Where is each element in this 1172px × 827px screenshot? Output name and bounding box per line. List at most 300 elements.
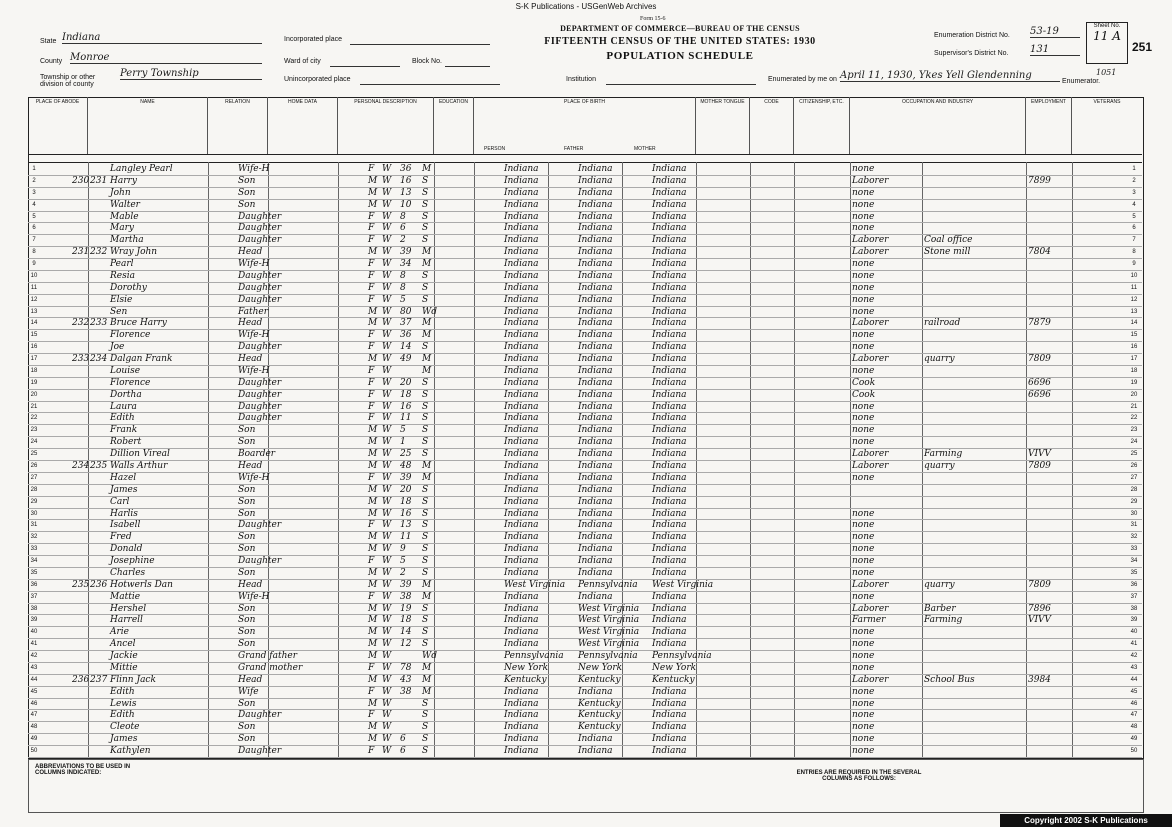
line-number: 4: [32, 201, 36, 208]
sex: M: [368, 484, 378, 495]
race: W: [382, 746, 392, 757]
industry: railroad: [924, 318, 961, 329]
birthplace-father: Kentucky: [578, 710, 621, 721]
sex: M: [368, 734, 378, 745]
birthplace-father: Kentucky: [578, 698, 621, 709]
person-name: Resia: [110, 270, 135, 281]
line-number-right: 3: [1132, 189, 1136, 196]
birthplace-person: Indiana: [504, 698, 539, 709]
sex: F: [368, 235, 375, 246]
schedule-title: POPULATION SCHEDULE: [606, 50, 754, 62]
sheet-value: 11 A: [1093, 29, 1121, 43]
col-mother-tongue: MOTHER TONGUE: [696, 97, 750, 154]
race: W: [382, 674, 392, 685]
birthplace-father: Indiana: [578, 223, 613, 234]
relation: Head: [238, 247, 263, 258]
race: W: [382, 270, 392, 281]
person-name: Jackie: [110, 651, 138, 662]
birthplace-father: Indiana: [578, 211, 613, 222]
age: 13: [400, 187, 412, 198]
race: W: [382, 247, 392, 258]
relation: Son: [238, 639, 256, 650]
relation: Son: [238, 544, 256, 555]
relation: Head: [238, 354, 263, 365]
marital-status: S: [422, 508, 429, 519]
enumerated-value: April 11, 1930, Ykes Yell Glendenning: [840, 70, 1060, 82]
line-number: 16: [30, 344, 38, 351]
marital-status: S: [422, 520, 429, 531]
birthplace-mother: Indiana: [652, 187, 687, 198]
birthplace-mother: Pennsylvania: [652, 651, 712, 662]
birthplace-mother: Indiana: [652, 247, 687, 258]
relation: Son: [238, 437, 256, 448]
age: 9: [400, 544, 406, 555]
birthplace-person: Indiana: [504, 461, 539, 471]
race: W: [382, 520, 392, 531]
occupation: none: [852, 270, 875, 281]
birthplace-mother: Indiana: [652, 223, 687, 234]
dwelling-number: 232: [72, 318, 90, 329]
occupation-code: 7896: [1028, 603, 1051, 614]
relation: Wife: [238, 686, 259, 697]
relation: Daughter: [238, 746, 282, 757]
relation: Daughter: [238, 710, 282, 721]
sex: M: [368, 247, 378, 258]
sex: M: [368, 544, 378, 555]
line-number: 32: [30, 534, 38, 541]
birthplace-father: Indiana: [578, 425, 613, 436]
col-education: EDUCATION: [434, 97, 474, 154]
birthplace-father: Indiana: [578, 437, 613, 448]
birthplace-mother: Indiana: [652, 235, 687, 246]
birthplace-mother: Kentucky: [652, 674, 695, 685]
race: W: [382, 472, 392, 483]
birthplace-mother: Indiana: [652, 270, 687, 281]
line-number-right: 15: [1130, 332, 1138, 339]
relation: Daughter: [238, 270, 282, 281]
birthplace-person: Indiana: [504, 235, 539, 246]
line-number: 35: [30, 569, 38, 576]
relation: Son: [238, 722, 256, 733]
birthplace-father: Kentucky: [578, 722, 621, 733]
line-number: 8: [32, 249, 36, 256]
birthplace-mother: Indiana: [652, 615, 687, 626]
line-number-right: 5: [1132, 213, 1136, 220]
relation: Daughter: [238, 282, 282, 293]
age: 2: [400, 567, 406, 578]
line-number: 17: [30, 356, 38, 363]
person-name: Elsie: [110, 294, 133, 305]
sex: M: [368, 306, 378, 317]
relation: Wife-H: [238, 365, 270, 376]
birthplace-person: Indiana: [504, 556, 539, 567]
birthplace-mother: Indiana: [652, 686, 687, 697]
age: 14: [400, 627, 412, 638]
race: W: [382, 413, 392, 424]
birthplace-father: Indiana: [578, 401, 613, 412]
relation: Boarder: [238, 449, 276, 460]
sex: F: [368, 413, 375, 424]
sex: F: [368, 472, 375, 483]
person-name: Mary: [110, 223, 134, 234]
industry: Coal office: [924, 235, 973, 246]
birthplace-father: Indiana: [578, 199, 613, 210]
age: 6: [400, 734, 406, 745]
relation: Son: [238, 175, 256, 186]
line-number: 18: [30, 367, 38, 374]
sheet-number-box: [1086, 22, 1128, 64]
person-name: Josephine: [110, 556, 155, 567]
line-number: 21: [30, 403, 38, 410]
birthplace-mother: Indiana: [652, 710, 687, 721]
sex: F: [368, 591, 375, 602]
sex: M: [368, 651, 378, 662]
person-name: Hershel: [110, 603, 147, 614]
ed-value: 53-19: [1030, 26, 1080, 38]
column-number-strip: [28, 154, 1142, 163]
birthplace-mother: Indiana: [652, 722, 687, 733]
birthplace-person: Indiana: [504, 722, 539, 733]
line-number-right: 12: [1130, 296, 1138, 303]
birthplace-mother: Indiana: [652, 520, 687, 531]
birthplace-mother: Indiana: [652, 306, 687, 317]
sex: F: [368, 662, 375, 673]
birthplace-person: Indiana: [504, 508, 539, 519]
birthplace-father: Indiana: [578, 746, 613, 757]
line-number-right: 25: [1130, 451, 1138, 458]
birthplace-person: Indiana: [504, 472, 539, 483]
line-number-right: 45: [1130, 688, 1138, 695]
birthplace-father: Indiana: [578, 175, 613, 186]
birthplace-father: Pennsylvania: [578, 579, 638, 590]
relation: Head: [238, 318, 263, 329]
birthplace-father: Indiana: [578, 270, 613, 281]
line-number-right: 19: [1130, 379, 1138, 386]
line-number: 47: [30, 712, 38, 719]
relation: Son: [238, 627, 256, 638]
marital-status: S: [422, 389, 429, 400]
age: 5: [400, 425, 406, 436]
marital-status: S: [422, 627, 429, 638]
birthplace-mother: Indiana: [652, 342, 687, 353]
relation: Head: [238, 579, 263, 590]
marital-status: S: [422, 734, 429, 745]
birthplace-person: Indiana: [504, 627, 539, 638]
line-number-right: 42: [1130, 653, 1138, 660]
col-employment: EMPLOYMENT: [1026, 97, 1072, 154]
line-number-right: 26: [1130, 463, 1138, 469]
relation: Son: [238, 615, 256, 626]
age: 39: [400, 579, 412, 590]
marital-status: S: [422, 437, 429, 448]
age: 49: [400, 354, 412, 365]
line-number-right: 44: [1130, 676, 1138, 683]
sex: F: [368, 330, 375, 341]
birthplace-mother: Indiana: [652, 484, 687, 495]
birthplace-father: Indiana: [578, 413, 613, 424]
birthplace-father: Indiana: [578, 318, 613, 329]
industry: quarry: [924, 461, 955, 471]
birthplace-father: Indiana: [578, 532, 613, 543]
relation: Daughter: [238, 389, 282, 400]
line-number: 22: [30, 415, 38, 422]
race: W: [382, 734, 392, 745]
sex: M: [368, 199, 378, 210]
race: W: [382, 365, 392, 376]
birthplace-person: Indiana: [504, 484, 539, 495]
age: 2: [400, 235, 406, 246]
race: W: [382, 532, 392, 543]
family-number: 231: [90, 175, 108, 186]
occupation: none: [852, 734, 875, 745]
line-number-right: 31: [1130, 522, 1138, 529]
relation: Daughter: [238, 211, 282, 222]
col-place-of-abode: PLACE OF ABODE: [28, 97, 88, 154]
family-number: 232: [90, 247, 108, 258]
page-number: 251: [1132, 40, 1153, 54]
marital-status: S: [422, 377, 429, 388]
dwelling-number: 233: [72, 354, 90, 365]
age: 20: [400, 377, 412, 388]
line-number-right: 20: [1130, 391, 1138, 398]
age: 8: [400, 270, 406, 281]
relation: Son: [238, 508, 256, 519]
birthplace-person: Kentucky: [504, 674, 547, 685]
occupation: none: [852, 627, 875, 638]
birthplace-person: West Virginia: [504, 579, 566, 590]
sex: F: [368, 259, 375, 270]
line-number-right: 13: [1130, 308, 1138, 315]
person-name: Mattie: [110, 591, 141, 602]
occupation: none: [852, 662, 875, 673]
line-number-right: 43: [1130, 664, 1138, 671]
marital-status: S: [422, 449, 429, 460]
relation: Grand father: [238, 651, 298, 662]
marital-status: S: [422, 413, 429, 424]
birthplace-mother: Indiana: [652, 496, 687, 507]
unincorporated-label: Unincorporated place: [284, 76, 351, 83]
line-number: 28: [30, 486, 38, 493]
side-number: 1051: [1096, 68, 1117, 77]
age: 16: [400, 175, 412, 186]
sex: F: [368, 710, 375, 721]
birthplace-person: Indiana: [504, 746, 539, 757]
race: W: [382, 437, 392, 448]
occupation-code: 7899: [1028, 175, 1051, 186]
line-number: 30: [30, 510, 38, 517]
birthplace-person: Indiana: [504, 247, 539, 258]
birthplace-mother: Indiana: [652, 449, 687, 460]
line-number-right: 11: [1130, 284, 1138, 291]
marital-status: S: [422, 746, 429, 757]
line-number: 39: [30, 617, 38, 624]
occupation: none: [852, 365, 875, 376]
line-number: 6: [32, 225, 36, 232]
age: 18: [400, 615, 412, 626]
race: W: [382, 294, 392, 305]
birthplace-father: Indiana: [578, 520, 613, 531]
person-name: Bruce Harry: [110, 318, 167, 329]
line-number-right: 6: [1132, 225, 1136, 232]
age: 8: [400, 282, 406, 293]
line-number: 13: [30, 308, 38, 315]
marital-status: M: [422, 662, 432, 673]
occupation-code: 7809: [1028, 354, 1051, 365]
marital-status: S: [422, 532, 429, 543]
age: 36: [400, 330, 412, 341]
line-number-right: 33: [1130, 546, 1138, 553]
industry: quarry: [924, 354, 955, 365]
line-number-right: 22: [1130, 415, 1138, 422]
line-number: 3: [32, 189, 36, 196]
birthplace-person: Indiana: [504, 591, 539, 602]
line-number: 12: [30, 296, 38, 303]
relation: Son: [238, 484, 256, 495]
occupation: Farmer: [852, 615, 886, 626]
block-label: Block No.: [412, 58, 442, 65]
person-name: Ancel: [110, 639, 136, 650]
occupation-code: 7804: [1028, 247, 1051, 258]
occupation: none: [852, 508, 875, 519]
race: W: [382, 175, 392, 186]
abbreviations-title: ABBREVIATIONS TO BE USED IN COLUMNS INDICATED:: [35, 764, 131, 776]
relation: Wife-H: [238, 259, 270, 270]
line-number-right: 47: [1130, 712, 1138, 719]
relation: Grand mother: [238, 662, 303, 673]
race: W: [382, 567, 392, 578]
birthplace-father: Indiana: [578, 235, 613, 246]
marital-status: M: [422, 247, 432, 258]
line-number-right: 36: [1130, 581, 1138, 588]
marital-status: S: [422, 401, 429, 412]
birthplace-person: Indiana: [504, 354, 539, 365]
col-relation: RELATION: [208, 97, 268, 154]
sex: F: [368, 520, 375, 531]
race: W: [382, 342, 392, 353]
line-number: 19: [30, 379, 38, 386]
line-number: 27: [30, 474, 38, 481]
col-veterans: VETERANS: [1093, 99, 1121, 105]
line-number: 2: [32, 177, 36, 184]
occupation: Laborer: [852, 674, 889, 685]
family-number: 235: [90, 461, 108, 471]
occupation: none: [852, 710, 875, 721]
birthplace-father: Indiana: [578, 734, 613, 745]
occupation: none: [852, 532, 875, 543]
birthplace-person: Indiana: [504, 639, 539, 650]
relation: Son: [238, 496, 256, 507]
race: W: [382, 306, 392, 317]
age: 39: [400, 472, 412, 483]
person-name: Harry: [110, 175, 137, 186]
line-number-right: 28: [1130, 486, 1138, 493]
birthplace-father: Indiana: [578, 496, 613, 507]
race: W: [382, 199, 392, 210]
race: W: [382, 698, 392, 709]
township-value: Perry Township: [120, 68, 262, 80]
birthplace-father: Indiana: [578, 247, 613, 258]
age: 37: [400, 318, 412, 329]
relation: Daughter: [238, 377, 282, 388]
sex: M: [368, 496, 378, 507]
pob-mother-label: MOTHER: [634, 146, 656, 152]
person-name: Hazel: [110, 472, 137, 483]
birthplace-person: Indiana: [504, 199, 539, 210]
birthplace-person: Indiana: [504, 532, 539, 543]
person-name: Dalgan Frank: [110, 354, 173, 365]
occupation: none: [852, 472, 875, 483]
line-number-right: 48: [1130, 724, 1138, 731]
sex: M: [368, 461, 378, 471]
pob-father-label: FATHER: [564, 146, 584, 152]
birthplace-mother: West Virginia: [652, 579, 714, 590]
marital-status: S: [422, 199, 429, 210]
marital-status: S: [422, 223, 429, 234]
block-line: [445, 66, 490, 67]
race: W: [382, 496, 392, 507]
sex: F: [368, 377, 375, 388]
birthplace-father: Kentucky: [578, 674, 621, 685]
marital-status: M: [422, 164, 432, 174]
race: W: [382, 235, 392, 246]
line-number: 48: [30, 724, 38, 731]
race: W: [382, 211, 392, 222]
marital-status: S: [422, 698, 429, 709]
line-number-right: 16: [1130, 344, 1138, 351]
birthplace-person: Indiana: [504, 520, 539, 531]
column-header-band: [28, 97, 1142, 155]
person-name: Harlis: [110, 508, 138, 519]
occupation: Cook: [852, 377, 876, 388]
marital-status: M: [422, 259, 432, 270]
age: 80: [400, 306, 412, 317]
relation: Wife-H: [238, 472, 270, 483]
marital-status: S: [422, 484, 429, 495]
township-label: Township or other division of county: [40, 74, 96, 88]
race: W: [382, 223, 392, 234]
family-number: 234: [90, 354, 108, 365]
marital-status: S: [422, 544, 429, 555]
race: W: [382, 354, 392, 365]
birthplace-mother: Indiana: [652, 413, 687, 424]
line-number-right: 46: [1130, 700, 1138, 707]
line-number: 25: [30, 451, 38, 458]
sex: M: [368, 674, 378, 685]
line-number: 24: [30, 439, 38, 446]
occupation: none: [852, 164, 875, 174]
sex: M: [368, 449, 378, 460]
birthplace-mother: Indiana: [652, 461, 687, 471]
race: W: [382, 651, 392, 662]
copyright: Copyright 2002 S-K Publications: [1000, 814, 1172, 827]
person-name: Sen: [110, 306, 128, 317]
occupation: Laborer: [852, 461, 889, 471]
line-number-right: 32: [1130, 534, 1138, 541]
birthplace-person: Indiana: [504, 164, 539, 174]
marital-status: S: [422, 496, 429, 507]
birthplace-person: Indiana: [504, 615, 539, 626]
dwelling-number: 234: [72, 461, 90, 471]
person-name: Edith: [110, 686, 135, 697]
birthplace-person: Indiana: [504, 413, 539, 424]
col-personal-description: PERSONAL DESCRIPTION: [338, 97, 434, 154]
age: 16: [400, 401, 412, 412]
line-number-right: 17: [1130, 356, 1138, 363]
birthplace-mother: Indiana: [652, 746, 687, 757]
marital-status: S: [422, 603, 429, 614]
person-name: Frank: [110, 425, 138, 436]
age: 48: [400, 461, 412, 471]
